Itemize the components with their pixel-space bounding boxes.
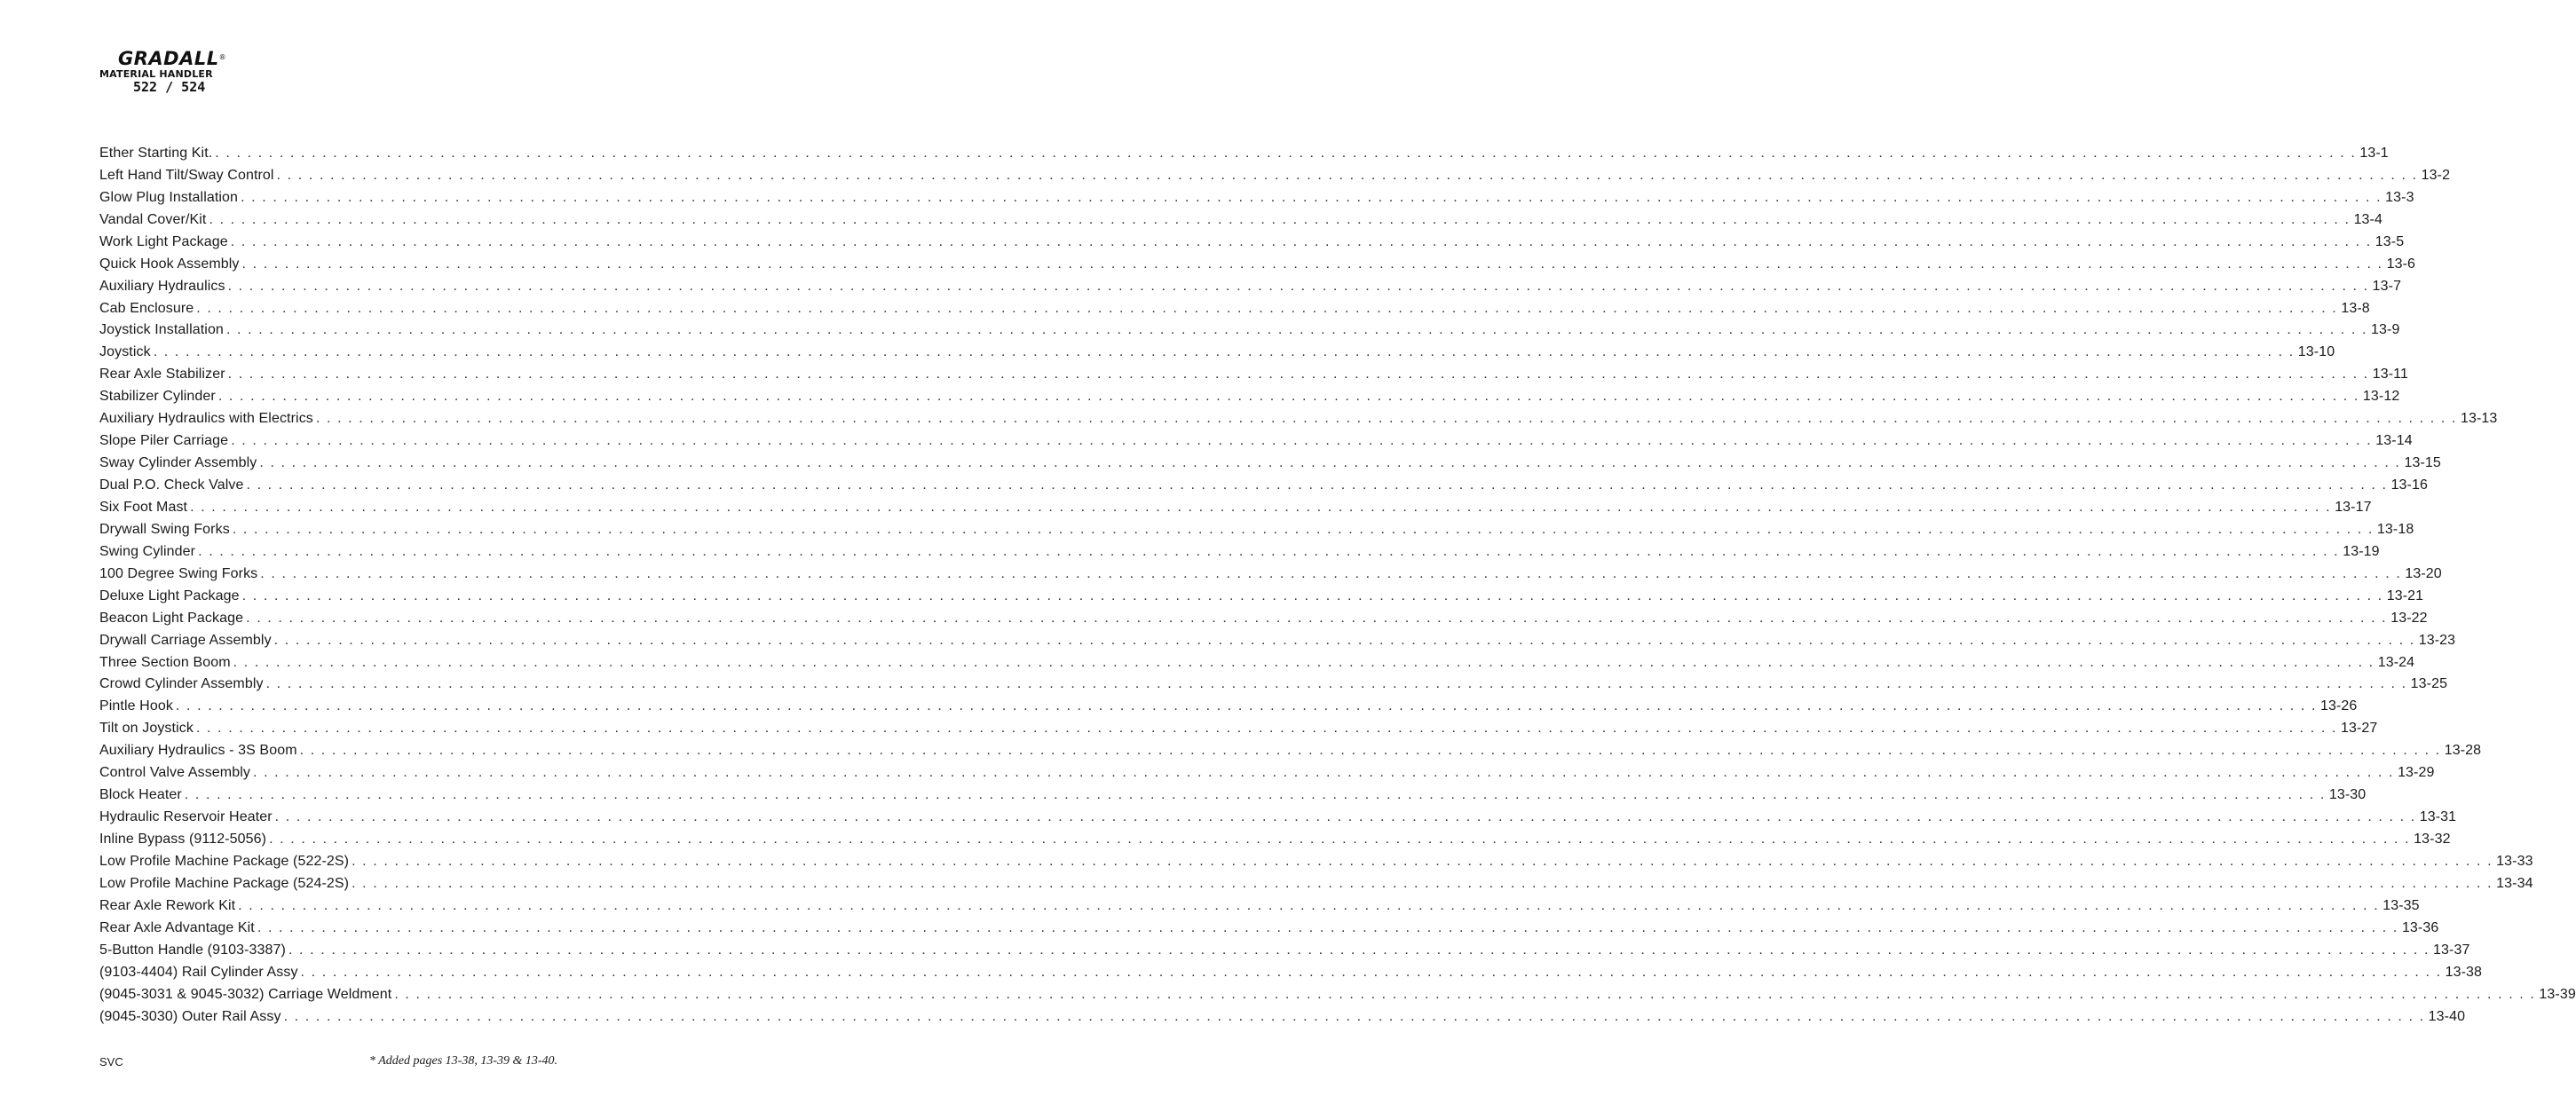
registered-mark: ® [218,53,227,61]
dot-leader: . . . . . . . . . . . . . . . . . . . . . . . . . . . . . . . . . . . . . . . . . . . . . . . . . . . . . . . . . . . . . . . . . . . . . . . . . . . . . . . . . . . . . . . . . . . . . . . . . . . . . . . . . . . . . . . . . . . . . . . . . . . . . . . . . . . . . . . . . . . . . . . . . . . . . . . . . . . . . . . . . . . . . . . . . . . . . . . . . . . . . . . . . . . . . . . . . . . . . . . . [215,145,2357,161]
toc-entry-title: Work Light Package [99,233,228,249]
toc-entry-page: 13-6 [2386,256,2416,272]
toc-entry-page: 13-33 [2496,853,2533,869]
toc-entry-page: 13-12 [2362,389,2400,405]
toc-entry-page: 13-37 [2433,942,2470,958]
toc-entry-title: Swing Cylinder [99,543,196,559]
toc-entry-title: Glow Plug Installation [99,189,239,205]
dot-leader: . . . . . . . . . . . . . . . . . . . . . . . . . . . . . . . . . . . . . . . . . . . . . . . . . . . . . . . . . . . . . . . . . . . . . . . . . . . . . . . . . . . . . . . . . . . . . . . . . . . . . . . . . . . . . . . . . . . . . . . . . . . . . . . . . . . . . . . . . . . . . . . . . . . . . . . . . . . . . . . . . . . . . . . . . . . . . . . . . . . . . . . . . . . . . . . . . . . . . . . . [227,278,2369,294]
dot-leader: . . . . . . . . . . . . . . . . . . . . . . . . . . . . . . . . . . . . . . . . . . . . . . . . . . . . . . . . . . . . . . . . . . . . . . . . . . . . . . . . . . . . . . . . . . . . . . . . . . . . . . . . . . . . . . . . . . . . . . . . . . . . . . . . . . . . . . . . . . . . . . . . . . . . . . . . . . . . . . . . . . . . . . . . . . . . . . . . . . . . . . . . . . . . . . . . . . . . . . . . [225,322,2368,338]
toc-entry[interactable] [99,937,2470,959]
toc-entry-title: Stabilizer Cylinder [99,389,216,405]
dot-leader: . . . . . . . . . . . . . . . . . . . . . . . . . . . . . . . . . . . . . . . . . . . . . . . . . . . . . . . . . . . . . . . . . . . . . . . . . . . . . . . . . . . . . . . . . . . . . . . . . . . . . . . . . . . . . . . . . . . . . . . . . . . . . . . . . . . . . . . . . . . . . . . . . . . . . . . . . . . . . . . . . . . . . . . . . . . . . . . . . . . . . . . . . . . . . . . . . . . . . . . . [299,743,2441,759]
logo-subtitle: MATERIAL HANDLER [99,68,213,80]
toc-entry-page: 13-36 [2401,919,2439,935]
toc-entry-title: Drywall Swing Forks [99,521,230,537]
toc-entry[interactable] [99,428,2413,450]
toc-entry[interactable] [99,737,2482,760]
toc-entry-title: Sway Cylinder Assembly [99,455,257,471]
toc-entry-page: 13-17 [2335,499,2372,515]
toc-entry-title: Three Section Boom [99,654,231,670]
toc-entry-page: 13-8 [2341,300,2370,316]
toc-entry-page: 13-9 [2371,322,2400,338]
gradall-logo [99,49,250,95]
footer-label: SVC [99,1055,123,1068]
dot-leader: . . . . . . . . . . . . . . . . . . . . . . . . . . . . . . . . . . . . . . . . . . . . . . . . . . . . . . . . . . . . . . . . . . . . . . . . . . . . . . . . . . . . . . . . . . . . . . . . . . . . . . . . . . . . . . . . . . . . . . . . . . . . . . . . . . . . . . . . . . . . . . . . . . . . . . . . . . . . . . . . . . . . . . . . . . . . . . . . . . . . . . . . . . . . . . . . . . . . . . . . [195,721,2337,737]
toc-entry-page: 13-10 [2297,344,2335,360]
dot-leader: . . . . . . . . . . . . . . . . . . . . . . . . . . . . . . . . . . . . . . . . . . . . . . . . . . . . . . . . . . . . . . . . . . . . . . . . . . . . . . . . . . . . . . . . . . . . . . . . . . . . . . . . . . . . . . . . . . . . . . . . . . . . . . . . . . . . . . . . . . . . . . . . . . . . . . . . . . . . . . . . . . . . . . . . . . . . . . . . . . . . . . . . . . . . . . . . . . . . . . . . [230,233,2372,249]
toc-entry-page: 13-31 [2419,809,2457,825]
toc-entry-title: (9103-4404) Rail Cylinder Assy [99,964,298,980]
toc-entry[interactable] [99,472,2428,494]
toc-entry[interactable] [99,782,2367,804]
dot-leader: . . . . . . . . . . . . . . . . . . . . . . . . . . . . . . . . . . . . . . . . . . . . . . . . . . . . . . . . . . . . . . . . . . . . . . . . . . . . . . . . . . . . . . . . . . . . . . . . . . . . . . . . . . . . . . . . . . . . . . . . . . . . . . . . . . . . . . . . . . . . . . . . . . . . . . . . . . . . . . . . . . . . . . . . . . . . . . . . . . . . . . . . . . . . . . . . . . . . . . . . [227,367,2369,382]
toc-entry-page: 13-15 [2404,455,2441,471]
toc-entry-page: 13-24 [2377,654,2415,670]
dot-leader: . . . . . . . . . . . . . . . . . . . . . . . . . . . . . . . . . . . . . . . . . . . . . . . . . . . . . . . . . . . . . . . . . . . . . . . . . . . . . . . . . . . . . . . . . . . . . . . . . . . . . . . . . . . . . . . . . . . . . . . . . . . . . . . . . . . . . . . . . . . . . . . . . . . . . . . . . . . . . . . . . . . . . . . . . . . . . . . . . . . . . . . . . . . . . . . . . . . . . . . . [288,942,2430,958]
toc-entry-title: Auxiliary Hydraulics [99,278,225,294]
toc-entry-page: 13-20 [2405,565,2442,581]
dot-leader: . . . . . . . . . . . . . . . . . . . . . . . . . . . . . . . . . . . . . . . . . . . . . . . . . . . . . . . . . . . . . . . . . . . . . . . . . . . . . . . . . . . . . . . . . . . . . . . . . . . . . . . . . . . . . . . . . . . . . . . . . . . . . . . . . . . . . . . . . . . . . . . . . . . . . . . . . . . . . . . . . . . . . . . . . . . . . . . . . . . . . . . . . . . . . . . . . . . . . . . . [252,765,2395,781]
toc-entry[interactable] [99,627,2456,650]
toc-entry[interactable] [99,605,2428,627]
toc-entry[interactable] [99,848,2533,871]
toc-entry-title: Inline Bypass (9112-5056) [99,832,267,847]
toc-entry-page: 13-13 [2460,411,2498,427]
toc-entry[interactable] [99,450,2441,472]
dot-leader: . . . . . . . . . . . . . . . . . . . . . . . . . . . . . . . . . . . . . . . . . . . . . . . . . . . . . . . . . . . . . . . . . . . . . . . . . . . . . . . . . . . . . . . . . . . . . . . . . . . . . . . . . . . . . . . . . . . . . . . . . . . . . . . . . . . . . . . . . . . . . . . . . . . . . . . . . . . . . . . . . . . . . . . . . . . . . . . . . . . . . . . . . . . . . . . . . . . . . . . . [257,919,2398,935]
logo-brand-text: GRADALL [118,48,219,69]
toc-entry[interactable] [99,959,2483,982]
toc-entry-title: Six Foot Mast [99,499,188,515]
toc-entry-title: Hydraulic Reservoir Heater [99,809,273,825]
dot-leader: . . . . . . . . . . . . . . . . . . . . . . . . . . . . . . . . . . . . . . . . . . . . . . . . . . . . . . . . . . . . . . . . . . . . . . . . . . . . . . . . . . . . . . . . . . . . . . . . . . . . . . . . . . . . . . . . . . . . . . . . . . . . . . . . . . . . . . . . . . . . . . . . . . . . . . . . . . . . . . . . . . . . . . . . . . . . . . . . . . . . . . . . . . . . . . . . . . . . . . . . [209,211,2351,227]
toc-entry[interactable] [99,296,2370,318]
dot-leader: . . . . . . . . . . . . . . . . . . . . . . . . . . . . . . . . . . . . . . . . . . . . . . . . . . . . . . . . . . . . . . . . . . . . . . . . . . . . . . . . . . . . . . . . . . . . . . . . . . . . . . . . . . . . . . . . . . . . . . . . . . . . . . . . . . . . . . . . . . . . . . . . . . . . . . . . . . . . . . . . . . . . . . . . . . . . . . . . . . . . . . . . . . . . . . . . . . . . . . . . [300,964,2442,980]
toc-entry[interactable] [99,871,2533,893]
toc-entry-title: Block Heater [99,787,182,803]
dot-leader: . . . . . . . . . . . . . . . . . . . . . . . . . . . . . . . . . . . . . . . . . . . . . . . . . . . . . . . . . . . . . . . . . . . . . . . . . . . . . . . . . . . . . . . . . . . . . . . . . . . . . . . . . . . . . . . . . . . . . . . . . . . . . . . . . . . . . . . . . . . . . . . . . . . . . . . . . . . . . . . . . . . . . . . . . . . . . . . . . . . . . . . . . . . . . . . . . . . . . . . . [276,167,2418,183]
toc-entry-title: Low Profile Machine Package (524-2S) [99,875,350,891]
dot-leader: . . . . . . . . . . . . . . . . . . . . . . . . . . . . . . . . . . . . . . . . . . . . . . . . . . . . . . . . . . . . . . . . . . . . . . . . . . . . . . . . . . . . . . . . . . . . . . . . . . . . . . . . . . . . . . . . . . . . . . . . . . . . . . . . . . . . . . . . . . . . . . . . . . . . . . . . . . . . . . . . . . . . . . . . . . . . . . . . . . . . . . . . . . . . . . . . . . . . . . . . [238,897,2380,913]
toc-entry[interactable] [99,893,2420,915]
dot-leader: . . . . . . . . . . . . . . . . . . . . . . . . . . . . . . . . . . . . . . . . . . . . . . . . . . . . . . . . . . . . . . . . . . . . . . . . . . . . . . . . . . . . . . . . . . . . . . . . . . . . . . . . . . . . . . . . . . . . . . . . . . . . . . . . . . . . . . . . . . . . . . . . . . . . . . . . . . . . . . . . . . . . . . . . . . . . . . . . . . . . . . . . . . . . . . . . . . . . . . . . [175,698,2317,714]
toc-entry-page: 13-1 [2359,145,2389,161]
dot-leader: . . . . . . . . . . . . . . . . . . . . . . . . . . . . . . . . . . . . . . . . . . . . . . . . . . . . . . . . . . . . . . . . . . . . . . . . . . . . . . . . . . . . . . . . . . . . . . . . . . . . . . . . . . . . . . . . . . . . . . . . . . . . . . . . . . . . . . . . . . . . . . . . . . . . . . . . . . . . . . . . . . . . . . . . . . . . . . . . . . . . . . . . . . . . . . . . . . . . . . . . [198,543,2340,559]
toc-entry[interactable] [99,361,2408,383]
toc-entry[interactable] [99,804,2457,826]
toc-entry[interactable] [99,915,2439,937]
dot-leader: . . . . . . . . . . . . . . . . . . . . . . . . . . . . . . . . . . . . . . . . . . . . . . . . . . . . . . . . . . . . . . . . . . . . . . . . . . . . . . . . . . . . . . . . . . . . . . . . . . . . . . . . . . . . . . . . . . . . . . . . . . . . . . . . . . . . . . . . . . . . . . . . . . . . . . . . . . . . . . . . . . . . . . . . . . . . . . . . . . . . . . . . . . . . . . . . . . . . . . . . [273,632,2415,648]
dot-leader: . . . . . . . . . . . . . . . . . . . . . . . . . . . . . . . . . . . . . . . . . . . . . . . . . . . . . . . . . . . . . . . . . . . . . . . . . . . . . . . . . . . . . . . . . . . . . . . . . . . . . . . . . . . . . . . . . . . . . . . . . . . . . . . . . . . . . . . . . . . . . . . . . . . . . . . . . . . . . . . . . . . . . . . . . . . . . . . . . . . . . . . . . . . . . . . . . . . . . . . . [315,411,2457,427]
toc-entry-page: 13-26 [2320,698,2358,714]
toc-entry[interactable] [99,583,2424,605]
dot-leader: . . . . . . . . . . . . . . . . . . . . . . . . . . . . . . . . . . . . . . . . . . . . . . . . . . . . . . . . . . . . . . . . . . . . . . . . . . . . . . . . . . . . . . . . . . . . . . . . . . . . . . . . . . . . . . . . . . . . . . . . . . . . . . . . . . . . . . . . . . . . . . . . . . . . . . . . . . . . . . . . . . . . . . . . . . . . . . . . . . . . . . . . . . . . . . . . . . . . . . . . [265,676,2407,692]
toc-entry-title: Slope Piler Carriage [99,433,229,449]
toc-entry-title: Rear Axle Advantage Kit [99,919,255,935]
toc-entry-page: 13-35 [2382,897,2420,913]
toc-entry-page: 13-7 [2372,278,2402,294]
toc-entry-page: 13-38 [2445,964,2483,980]
toc-entry-page: 13-34 [2496,875,2533,891]
toc-entry[interactable] [99,273,2402,296]
dot-leader: . . . . . . . . . . . . . . . . . . . . . . . . . . . . . . . . . . . . . . . . . . . . . . . . . . . . . . . . . . . . . . . . . . . . . . . . . . . . . . . . . . . . . . . . . . . . . . . . . . . . . . . . . . . . . . . . . . . . . . . . . . . . . . . . . . . . . . . . . . . . . . . . . . . . . . . . . . . . . . . . . . . . . . . . . . . . . . . . . . . . . . . . . . . . . . . . . . . . . . . . [283,1008,2425,1024]
toc-entry[interactable] [99,516,2414,539]
toc-entry[interactable] [99,251,2416,273]
toc-entry[interactable] [99,650,2415,672]
toc-entry-title: Vandal Cover/Kit [99,211,207,227]
toc-entry[interactable] [99,672,2448,694]
toc-entry[interactable] [99,494,2372,516]
dot-leader: . . . . . . . . . . . . . . . . . . . . . . . . . . . . . . . . . . . . . . . . . . . . . . . . . . . . . . . . . . . . . . . . . . . . . . . . . . . . . . . . . . . . . . . . . . . . . . . . . . . . . . . . . . . . . . . . . . . . . . . . . . . . . . . . . . . . . . . . . . . . . . . . . . . . . . . . . . . . . . . . . . . . . . . . . . . . . . . . . . . . . . . . . . . . . . . . . . . . . . . . [246,610,2388,626]
dot-leader: . . . . . . . . . . . . . . . . . . . . . . . . . . . . . . . . . . . . . . . . . . . . . . . . . . . . . . . . . . . . . . . . . . . . . . . . . . . . . . . . . . . . . . . . . . . . . . . . . . . . . . . . . . . . . . . . . . . . . . . . . . . . . . . . . . . . . . . . . . . . . . . . . . . . . . . . . . . . . . . . . . . . . . . . . . . . . . . . . . . . . . . . . . . . . . . . . . . . . . . . [232,521,2374,537]
toc-entry-page: 13-39 [2539,986,2576,1002]
toc-entry-page: 13-22 [2390,610,2428,626]
toc-entry[interactable] [99,318,2400,340]
dot-leader: . . . . . . . . . . . . . . . . . . . . . . . . . . . . . . . . . . . . . . . . . . . . . . . . . . . . . . . . . . . . . . . . . . . . . . . . . . . . . . . . . . . . . . . . . . . . . . . . . . . . . . . . . . . . . . . . . . . . . . . . . . . . . . . . . . . . . . . . . . . . . . . . . . . . . . . . . . . . . . . . . . . . . . . . . . . . . . . . . . . . . . . . . . . . . . . . . . . . . . . . [153,344,2295,360]
toc-entry-page: 13-5 [2375,233,2405,249]
toc-entry-title: Quick Hook Assembly [99,256,240,272]
toc-entry-page: 13-2 [2421,167,2451,183]
toc-entry-page: 13-40 [2428,1008,2466,1024]
toc-entry[interactable] [99,982,2576,1004]
toc-entry-title: Control Valve Assembly [99,765,250,781]
toc-entry[interactable] [99,760,2435,782]
toc-entry-page: 13-27 [2341,721,2378,737]
toc-entry-page: 13-14 [2375,433,2413,449]
toc-entry[interactable] [99,539,2380,561]
toc-entry[interactable] [99,1004,2466,1026]
toc-entry-title: 5-Button Handle (9103-3387) [99,942,286,958]
dot-leader: . . . . . . . . . . . . . . . . . . . . . . . . . . . . . . . . . . . . . . . . . . . . . . . . . . . . . . . . . . . . . . . . . . . . . . . . . . . . . . . . . . . . . . . . . . . . . . . . . . . . . . . . . . . . . . . . . . . . . . . . . . . . . . . . . . . . . . . . . . . . . . . . . . . . . . . . . . . . . . . . . . . . . . . . . . . . . . . . . . . . . . . . . . . . . . . . . . . . . . . . [394,986,2536,1002]
toc-entry[interactable] [99,162,2451,185]
toc-entry-title: Tilt on Joystick [99,721,194,737]
dot-leader: . . . . . . . . . . . . . . . . . . . . . . . . . . . . . . . . . . . . . . . . . . . . . . . . . . . . . . . . . . . . . . . . . . . . . . . . . . . . . . . . . . . . . . . . . . . . . . . . . . . . . . . . . . . . . . . . . . . . . . . . . . . . . . . . . . . . . . . . . . . . . . . . . . . . . . . . . . . . . . . . . . . . . . . . . . . . . . . . . . . . . . . . . . . . . . . . . . . . . . . . [246,477,2388,493]
table-of-contents [99,140,2576,1026]
toc-entry-title: Dual P.O. Check Valve [99,477,244,493]
toc-entry[interactable] [99,715,2378,737]
toc-entry-page: 13-19 [2343,543,2380,559]
dot-leader: . . . . . . . . . . . . . . . . . . . . . . . . . . . . . . . . . . . . . . . . . . . . . . . . . . . . . . . . . . . . . . . . . . . . . . . . . . . . . . . . . . . . . . . . . . . . . . . . . . . . . . . . . . . . . . . . . . . . . . . . . . . . . . . . . . . . . . . . . . . . . . . . . . . . . . . . . . . . . . . . . . . . . . . . . . . . . . . . . . . . . . . . . . . . . . . . . . . . . . . . [241,587,2383,603]
toc-entry-title: Auxiliary Hydraulics with Electrics [99,411,313,427]
toc-entry-title: 100 Degree Swing Forks [99,565,258,581]
toc-entry-page: 13-21 [2386,587,2424,603]
dot-leader: . . . . . . . . . . . . . . . . . . . . . . . . . . . . . . . . . . . . . . . . . . . . . . . . . . . . . . . . . . . . . . . . . . . . . . . . . . . . . . . . . . . . . . . . . . . . . . . . . . . . . . . . . . . . . . . . . . . . . . . . . . . . . . . . . . . . . . . . . . . . . . . . . . . . . . . . . . . . . . . . . . . . . . . . . . . . . . . . . . . . . . . . . . . . . . . . . . . . . . . . [260,565,2402,581]
dot-leader: . . . . . . . . . . . . . . . . . . . . . . . . . . . . . . . . . . . . . . . . . . . . . . . . . . . . . . . . . . . . . . . . . . . . . . . . . . . . . . . . . . . . . . . . . . . . . . . . . . . . . . . . . . . . . . . . . . . . . . . . . . . . . . . . . . . . . . . . . . . . . . . . . . . . . . . . . . . . . . . . . . . . . . . . . . . . . . . . . . . . . . . . . . . . . . . . . . . . . . . . [231,433,2373,449]
toc-entry[interactable] [99,383,2400,406]
toc-entry-title: Auxiliary Hydraulics - 3S Boom [99,743,297,759]
toc-entry-title: Rear Axle Stabilizer [99,367,225,382]
dot-leader: . . . . . . . . . . . . . . . . . . . . . . . . . . . . . . . . . . . . . . . . . . . . . . . . . . . . . . . . . . . . . . . . . . . . . . . . . . . . . . . . . . . . . . . . . . . . . . . . . . . . . . . . . . . . . . . . . . . . . . . . . . . . . . . . . . . . . . . . . . . . . . . . . . . . . . . . . . . . . . . . . . . . . . . . . . . . . . . . . . . . . . . . . . . . . . . . . . . . . . . . [184,787,2326,803]
toc-entry-page: 13-18 [2376,521,2414,537]
toc-entry-page: 13-29 [2398,765,2435,781]
dot-leader: . . . . . . . . . . . . . . . . . . . . . . . . . . . . . . . . . . . . . . . . . . . . . . . . . . . . . . . . . . . . . . . . . . . . . . . . . . . . . . . . . . . . . . . . . . . . . . . . . . . . . . . . . . . . . . . . . . . . . . . . . . . . . . . . . . . . . . . . . . . . . . . . . . . . . . . . . . . . . . . . . . . . . . . . . . . . . . . . . . . . . . . . . . . . . . . . . . . . . . . . [217,389,2359,405]
toc-entry-page: 13-25 [2410,676,2448,692]
toc-entry-title: Joystick [99,344,151,360]
logo-model: 522 / 524 [133,79,206,95]
toc-entry-title: Crowd Cylinder Assembly [99,676,264,692]
toc-entry[interactable] [99,826,2451,848]
footer-note: * Added pages 13-38, 13-39 & 13-40. [369,1054,558,1068]
dot-leader: . . . . . . . . . . . . . . . . . . . . . . . . . . . . . . . . . . . . . . . . . . . . . . . . . . . . . . . . . . . . . . . . . . . . . . . . . . . . . . . . . . . . . . . . . . . . . . . . . . . . . . . . . . . . . . . . . . . . . . . . . . . . . . . . . . . . . . . . . . . . . . . . . . . . . . . . . . . . . . . . . . . . . . . . . . . . . . . . . . . . . . . . . . . . . . . . . . . . . . . . [269,832,2411,847]
dot-leader: . . . . . . . . . . . . . . . . . . . . . . . . . . . . . . . . . . . . . . . . . . . . . . . . . . . . . . . . . . . . . . . . . . . . . . . . . . . . . . . . . . . . . . . . . . . . . . . . . . . . . . . . . . . . . . . . . . . . . . . . . . . . . . . . . . . . . . . . . . . . . . . . . . . . . . . . . . . . . . . . . . . . . . . . . . . . . . . . . . . . . . . . . . . . . . . . . . . . . . . . [196,300,2338,316]
toc-entry-title: Beacon Light Package [99,610,244,626]
dot-leader: . . . . . . . . . . . . . . . . . . . . . . . . . . . . . . . . . . . . . . . . . . . . . . . . . . . . . . . . . . . . . . . . . . . . . . . . . . . . . . . . . . . . . . . . . . . . . . . . . . . . . . . . . . . . . . . . . . . . . . . . . . . . . . . . . . . . . . . . . . . . . . . . . . . . . . . . . . . . . . . . . . . . . . . . . . . . . . . . . . . . . . . . . . . . . . . . . . . . . . . . [274,809,2416,825]
toc-entry-page: 13-11 [2372,367,2408,382]
toc-entry-page: 13-3 [2385,189,2414,205]
toc-entry-page: 13-28 [2444,743,2482,759]
toc-entry-title: Deluxe Light Package [99,587,240,603]
dot-leader: . . . . . . . . . . . . . . . . . . . . . . . . . . . . . . . . . . . . . . . . . . . . . . . . . . . . . . . . . . . . . . . . . . . . . . . . . . . . . . . . . . . . . . . . . . . . . . . . . . . . . . . . . . . . . . . . . . . . . . . . . . . . . . . . . . . . . . . . . . . . . . . . . . . . . . . . . . . . . . . . . . . . . . . . . . . . . . . . . . . . . . . . . . . . . . . . . . . . . . . . [190,499,2332,515]
toc-entry-page: 13-32 [2414,832,2451,847]
toc-entry[interactable] [99,339,2335,361]
toc-entry-page: 13-23 [2418,632,2456,648]
dot-leader: . . . . . . . . . . . . . . . . . . . . . . . . . . . . . . . . . . . . . . . . . . . . . . . . . . . . . . . . . . . . . . . . . . . . . . . . . . . . . . . . . . . . . . . . . . . . . . . . . . . . . . . . . . . . . . . . . . . . . . . . . . . . . . . . . . . . . . . . . . . . . . . . . . . . . . . . . . . . . . . . . . . . . . . . . . . . . . . . . . . . . . . . . . . . . . . . . . . . . . . . [352,875,2493,891]
toc-entry-title: (9045-3030) Outer Rail Assy [99,1008,281,1024]
toc-entry-title: Joystick Installation [99,322,224,338]
toc-entry-page: 13-16 [2390,477,2428,493]
toc-entry[interactable] [99,406,2498,428]
toc-entry-page: 13-30 [2328,787,2367,803]
toc-entry-page: 13-4 [2353,211,2382,227]
dot-leader: . . . . . . . . . . . . . . . . . . . . . . . . . . . . . . . . . . . . . . . . . . . . . . . . . . . . . . . . . . . . . . . . . . . . . . . . . . . . . . . . . . . . . . . . . . . . . . . . . . . . . . . . . . . . . . . . . . . . . . . . . . . . . . . . . . . . . . . . . . . . . . . . . . . . . . . . . . . . . . . . . . . . . . . . . . . . . . . . . . . . . . . . . . . . . . . . . . . . . . . . [241,256,2383,272]
toc-entry-title: Low Profile Machine Package (522-2S) [99,853,350,869]
toc-entry[interactable] [99,229,2405,251]
toc-entry[interactable] [99,693,2358,715]
logo-brand [118,49,250,68]
toc-entry[interactable] [99,140,2389,162]
toc-entry-title: Cab Enclosure [99,300,194,316]
toc-entry-title: Drywall Carriage Assembly [99,632,272,648]
toc-entry-title: (9045-3031 & 9045-3032) Carriage Weldment [99,986,392,1002]
dot-leader: . . . . . . . . . . . . . . . . . . . . . . . . . . . . . . . . . . . . . . . . . . . . . . . . . . . . . . . . . . . . . . . . . . . . . . . . . . . . . . . . . . . . . . . . . . . . . . . . . . . . . . . . . . . . . . . . . . . . . . . . . . . . . . . . . . . . . . . . . . . . . . . . . . . . . . . . . . . . . . . . . . . . . . . . . . . . . . . . . . . . . . . . . . . . . . . . . . . . . . . . [352,853,2493,869]
toc-entry-title: Ether Starting Kit. [99,145,213,161]
dot-leader: . . . . . . . . . . . . . . . . . . . . . . . . . . . . . . . . . . . . . . . . . . . . . . . . . . . . . . . . . . . . . . . . . . . . . . . . . . . . . . . . . . . . . . . . . . . . . . . . . . . . . . . . . . . . . . . . . . . . . . . . . . . . . . . . . . . . . . . . . . . . . . . . . . . . . . . . . . . . . . . . . . . . . . . . . . . . . . . . . . . . . . . . . . . . . . . . . . . . . . . . [259,455,2401,471]
toc-entry[interactable] [99,207,2382,229]
toc-entry[interactable] [99,561,2442,583]
dot-leader: . . . . . . . . . . . . . . . . . . . . . . . . . . . . . . . . . . . . . . . . . . . . . . . . . . . . . . . . . . . . . . . . . . . . . . . . . . . . . . . . . . . . . . . . . . . . . . . . . . . . . . . . . . . . . . . . . . . . . . . . . . . . . . . . . . . . . . . . . . . . . . . . . . . . . . . . . . . . . . . . . . . . . . . . . . . . . . . . . . . . . . . . . . . . . . . . . . . . . . . . [233,654,2375,670]
toc-entry[interactable] [99,185,2414,207]
dot-leader: . . . . . . . . . . . . . . . . . . . . . . . . . . . . . . . . . . . . . . . . . . . . . . . . . . . . . . . . . . . . . . . . . . . . . . . . . . . . . . . . . . . . . . . . . . . . . . . . . . . . . . . . . . . . . . . . . . . . . . . . . . . . . . . . . . . . . . . . . . . . . . . . . . . . . . . . . . . . . . . . . . . . . . . . . . . . . . . . . . . . . . . . . . . . . . . . . . . . . . . . [241,189,2382,205]
toc-entry-title: Left Hand Tilt/Sway Control [99,167,274,183]
toc-entry-title: Pintle Hook [99,698,173,714]
toc-entry-title: Rear Axle Rework Kit [99,897,236,913]
